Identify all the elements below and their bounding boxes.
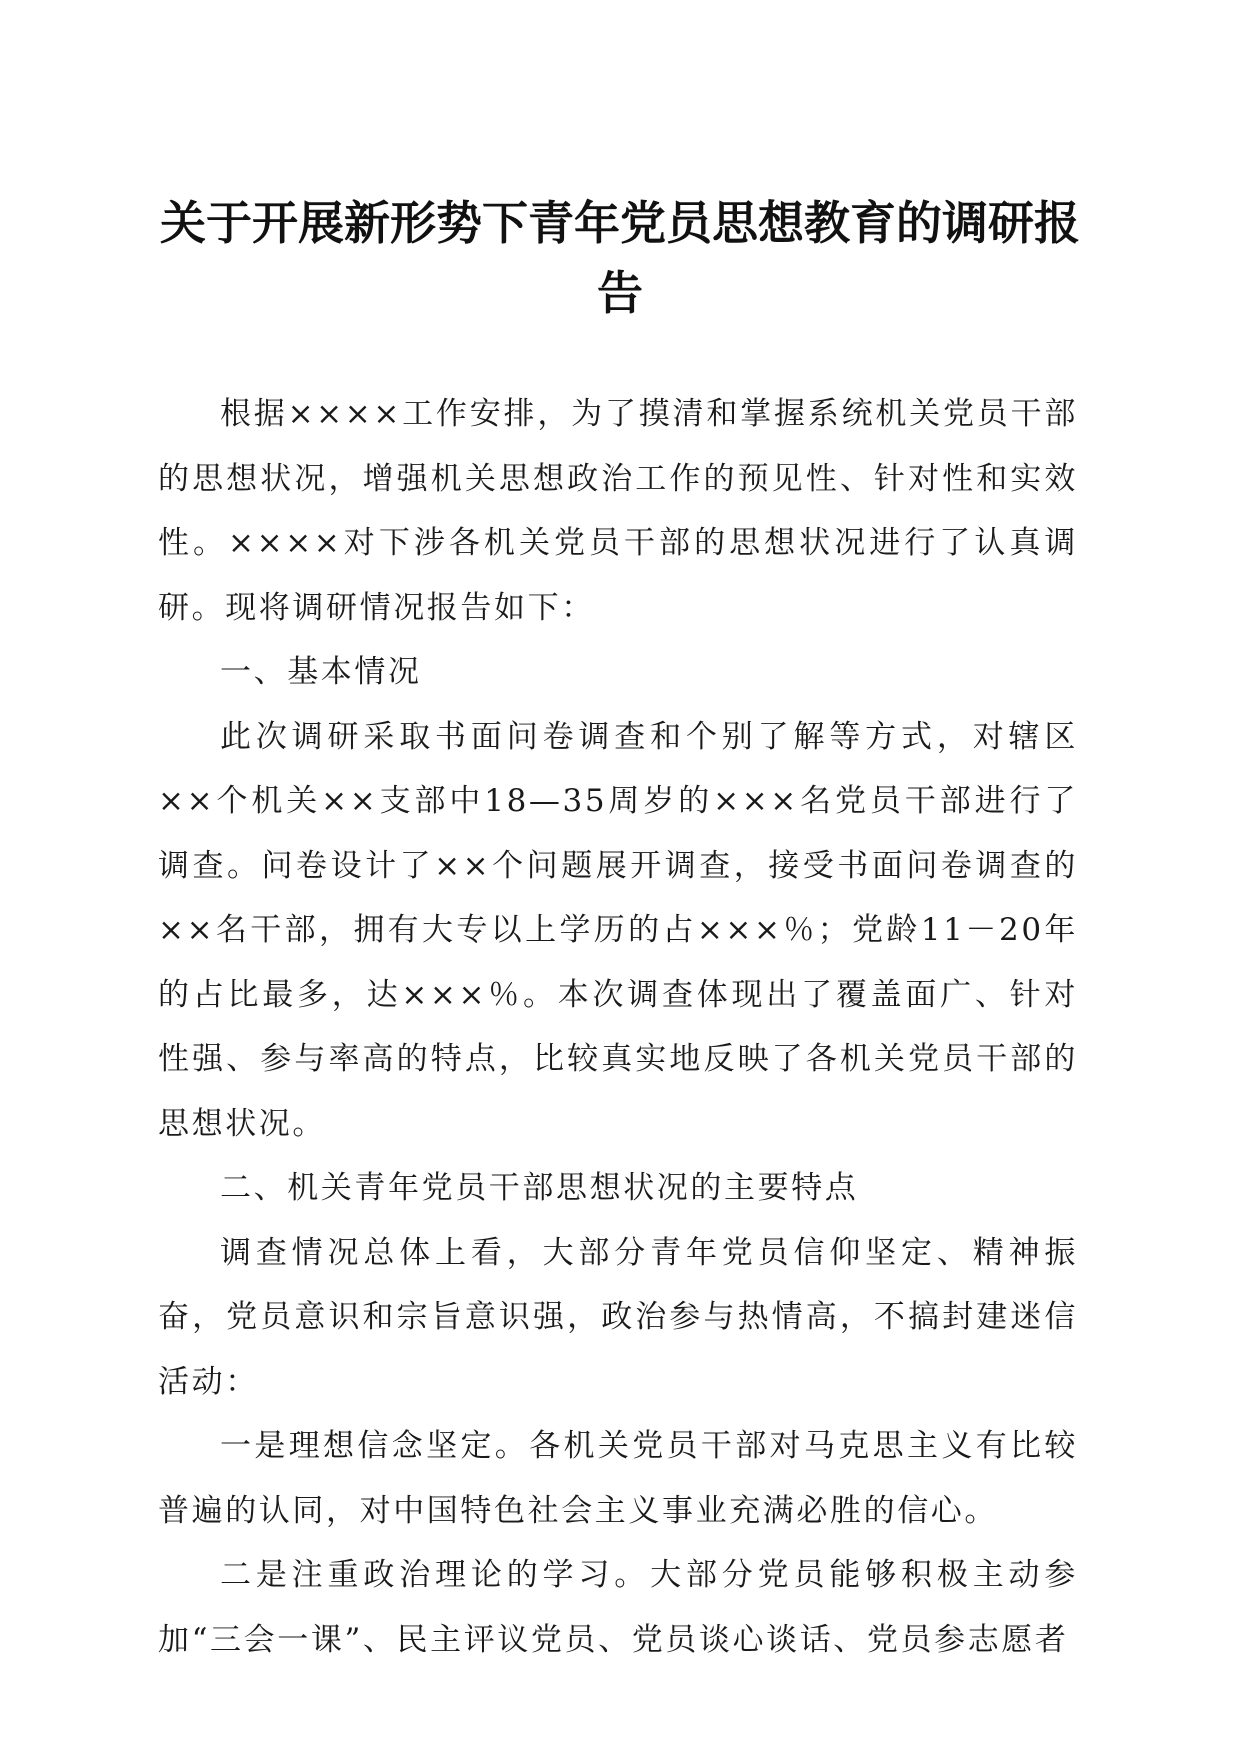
section-heading-features: 二、机关青年党员干部思想状况的主要特点 <box>220 1170 859 1206</box>
document-body <box>158 382 1078 1672</box>
section-heading-basic: 一、基本情况 <box>220 654 422 690</box>
document-title: 关于开展新形势下青年党员思想教育的调研报告 <box>160 196 1080 320</box>
paragraph-point-one: 一是理想信念坚定。各机关党员干部对马克思主义有比较普遍的认同，对中国特色社会主义事业充满必胜的信心。 <box>158 1428 1078 1529</box>
paragraph-overview: 调查情况总体上看，大部分青年党员信仰坚定、精神振奋，党员意识和宗旨意识强，政治参与热情高，不搞封建迷信活动： <box>158 1234 1078 1400</box>
paragraph-basic-situation: 此次调研采取书面问卷调查和个别了解等方式，对辖区××个机关××支部中18—35周岁的×××名党员干部进行了调查。问卷设计了××个问题展开调查，接受书面问卷调查的××名干部，拥有大专以上学历的占×××％；党龄11－20年的占比最多，达×××％。本次调查体现出了覆盖面广、针对性强、参与率高的特点，比较真实地反映了各机关党员干部的思想状况。 <box>158 718 1078 1142</box>
paragraph-intro: 根据××××工作安排，为了摸清和掌握系统机关党员干部的思想状况，增强机关思想政治工作的预见性、针对性和实效性。××××对下涉各机关党员干部的思想状况进行了认真调研。现将调研情况报告如下： <box>158 396 1078 626</box>
paragraph-point-two: 二是注重政治理论的学习。大部分党员能够积极主动参加“三会一课”、民主评议党员、党员谈心谈话、党员参志愿者 <box>158 1557 1078 1658</box>
